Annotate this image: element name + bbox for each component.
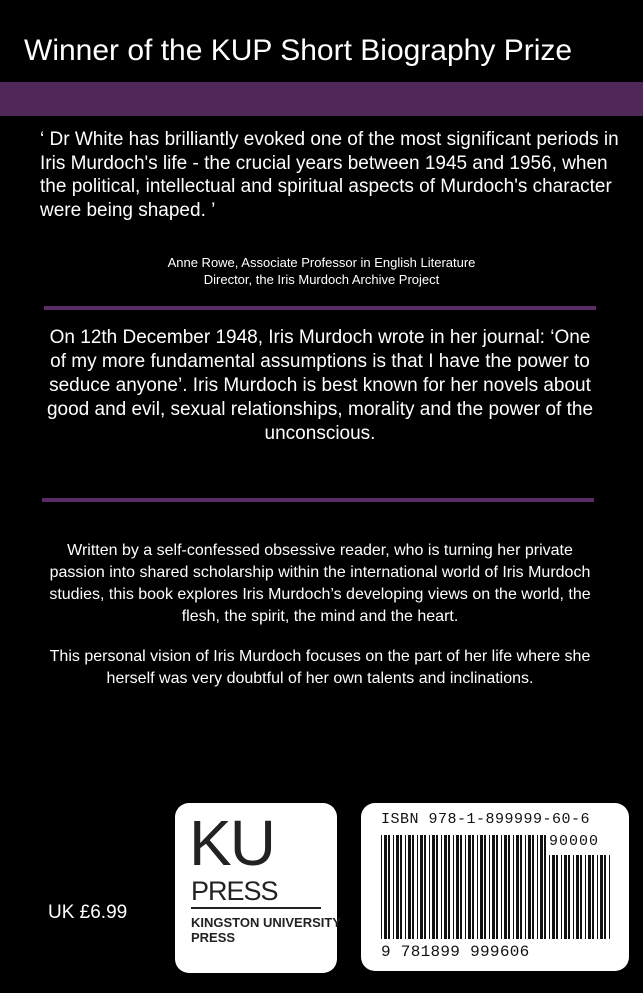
barcode-bar [384, 835, 387, 939]
barcode-bar [432, 835, 435, 939]
barcode-bar [604, 855, 606, 939]
barcode-bar [424, 835, 426, 939]
barcode-bar [585, 855, 586, 939]
logo-ku: KU [189, 807, 274, 879]
publisher-logo [175, 803, 342, 973]
barcode-bar [492, 835, 495, 939]
barcode-bar [456, 835, 459, 939]
barcode-bar [436, 835, 438, 939]
logo-line-2: PRESS [191, 930, 236, 945]
barcode-bar [396, 835, 399, 939]
barcode-bar [472, 835, 474, 939]
barcode-bar [393, 835, 394, 939]
barcode-bar [388, 835, 390, 939]
blurb-paragraph-1: On 12th December 1948, Iris Murdoch wrote in her journal: ‘One of my more fundamental assumptions is that I have the power to seduce anyone’. Iris Murdoch is best known for her novels about good and evil, sexual relationships, morality and the power of the unconscious. [46, 327, 594, 444]
barcode-digits: 9 781899 999606 [381, 943, 530, 961]
barcode-bar [537, 835, 538, 939]
barcode-bar [412, 835, 414, 939]
barcode-bar [400, 835, 402, 939]
logo-divider [191, 907, 321, 909]
barcode-bar [600, 855, 603, 939]
barcode-bar [508, 835, 510, 939]
barcode-bar [561, 855, 562, 939]
logo-line-1: KINGSTON UNIVERSITY [191, 915, 342, 930]
barcode-bar [489, 835, 490, 939]
barcode-bar [448, 835, 450, 939]
blurb-paragraph-2: Written by a self-confessed obsessive reader, who is turning her private passion into shared scholarship within the international world of Iris Murdoch studies, this book explores Iris Murdoch’s developing views on the world, the flesh, the spirit, the mind and the heart. [49, 542, 591, 625]
barcode-bar [453, 835, 454, 939]
barcode-bar [597, 855, 598, 939]
quote-attribution [0, 254, 643, 288]
purple-band [0, 82, 643, 116]
barcode-bar [580, 855, 582, 939]
blurb-body [40, 540, 600, 708]
barcode-bar [588, 855, 591, 939]
barcode-bar [484, 835, 486, 939]
barcode-bar [516, 835, 519, 939]
isbn-text: ISBN 978-1-899999-60-6 [381, 811, 591, 828]
divider-2 [42, 498, 594, 502]
barcode-bar [556, 855, 558, 939]
attribution-line-2: Director, the Iris Murdoch Archive Project [203, 272, 440, 287]
price-label: UK £6.99 [48, 902, 128, 923]
barcode-bar [444, 835, 447, 939]
barcode-bar [573, 855, 574, 939]
barcode-bar [609, 855, 610, 939]
barcode-bar [576, 855, 579, 939]
logo-publisher-name [191, 915, 342, 945]
barcode-bar [460, 835, 462, 939]
barcode-bar [417, 835, 418, 939]
barcode-bar [408, 835, 411, 939]
barcode-bar [528, 835, 531, 939]
blurb-paragraph-3: This personal vision of Iris Murdoch focuses on the part of her life where she herself was very doubtful of her own talents and inclinations. [49, 648, 591, 687]
barcode-bar [513, 835, 514, 939]
barcode-bar [381, 835, 382, 939]
quote-text: ‘ Dr White has brilliantly evoked one of the most significant periods in Iris Murdoch's life - the crucial years between 1945 and 1956, when the political, intellectual and spiritual aspects of Murdoch's character were being shaped. ’ [40, 129, 619, 221]
barcode-bar [441, 835, 442, 939]
barcode-bar [405, 835, 406, 939]
barcode-bar [504, 835, 507, 939]
barcode-bar [532, 835, 534, 939]
barcode-bar [501, 835, 502, 939]
barcode-bar [540, 835, 543, 939]
barcode-bar [544, 835, 546, 939]
barcode-bar [564, 855, 567, 939]
barcode-bar [480, 835, 483, 939]
barcode-bar [429, 835, 430, 939]
price-code: 90000 [549, 833, 600, 850]
barcode-bar [592, 855, 594, 939]
review-quote [40, 128, 630, 222]
barcode-bar [496, 835, 498, 939]
logo-press: PRESS [191, 876, 278, 906]
barcode-bar [420, 835, 423, 939]
page-title: Winner of the KUP Short Biography Prize [24, 34, 573, 67]
barcode-bar [465, 835, 466, 939]
barcode-bar [552, 855, 555, 939]
barcode-bar [468, 835, 471, 939]
isbn-barcode [361, 803, 629, 971]
divider-1 [44, 306, 596, 310]
barcode-bar [525, 835, 526, 939]
barcode-bar [549, 855, 550, 939]
barcode-bar [520, 835, 522, 939]
attribution-line-1: Anne Rowe, Associate Professor in English Literature [167, 255, 476, 270]
barcode-bar [568, 855, 570, 939]
barcode-bar [477, 835, 478, 939]
